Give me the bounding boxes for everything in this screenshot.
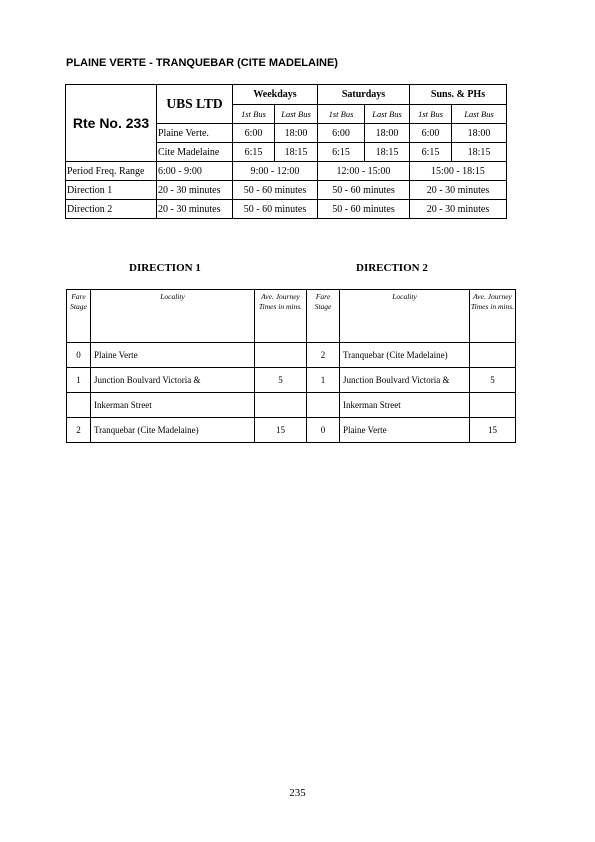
- period-saturdays: Saturdays: [318, 85, 410, 105]
- time-cell: 18:15: [275, 143, 318, 162]
- freq-value: 15:00 - 18:15: [410, 162, 507, 181]
- time-cell: 6:15: [318, 143, 365, 162]
- time-cell: 18:00: [452, 124, 507, 143]
- fare-row: [67, 393, 516, 418]
- stage-cell: [307, 393, 340, 418]
- fare-row: [67, 343, 516, 368]
- locality-cell: Tranquebar (Cite Madelaine): [340, 343, 470, 368]
- period-sundays: Suns. & PHs: [410, 85, 507, 105]
- locality-cell: Plaine Verte: [340, 418, 470, 443]
- freq-value: 20 - 30 minutes: [157, 200, 233, 219]
- direction-1-heading: DIRECTION 1: [129, 262, 201, 274]
- time-cell: [255, 343, 307, 368]
- time-cell: 6:15: [410, 143, 452, 162]
- fare-row: [67, 418, 516, 443]
- freq-value: 12:00 - 15:00: [318, 162, 410, 181]
- time-cell: [470, 393, 516, 418]
- time-cell: 5: [470, 368, 516, 393]
- freq-label: Direction 1: [66, 181, 157, 200]
- time-cell: [470, 343, 516, 368]
- stop-name: Cite Madelaine: [157, 143, 233, 162]
- stage-cell: 0: [307, 418, 340, 443]
- time-cell: 15: [470, 418, 516, 443]
- locality-header: Locality: [340, 290, 470, 343]
- freq-value: 50 - 60 minutes: [233, 200, 318, 219]
- operator-name: UBS LTD: [157, 85, 233, 124]
- stage-cell: 1: [307, 368, 340, 393]
- first-bus-label: 1st Bus: [233, 105, 275, 124]
- direction-2-heading: DIRECTION 2: [356, 262, 428, 274]
- time-cell: [255, 393, 307, 418]
- last-bus-label: Last Bus: [275, 105, 318, 124]
- stage-cell: 0: [67, 343, 91, 368]
- last-bus-label: Last Bus: [365, 105, 410, 124]
- page-number: 235: [289, 787, 306, 799]
- freq-label: Period Freq. Range: [66, 162, 157, 181]
- bus-timetable: [65, 84, 507, 219]
- freq-row: [66, 200, 507, 219]
- time-cell: 18:00: [275, 124, 318, 143]
- journey-time-header: Ave. Journey Times in mins.: [255, 290, 307, 343]
- time-cell: 18:00: [365, 124, 410, 143]
- freq-value: 6:00 - 9:00: [157, 162, 233, 181]
- freq-label: Direction 2: [66, 200, 157, 219]
- locality-cell: Tranquebar (Cite Madelaine): [91, 418, 255, 443]
- fare-stage-header: Fare Stage: [67, 290, 91, 343]
- stage-cell: 1: [67, 368, 91, 393]
- time-cell: 6:00: [233, 124, 275, 143]
- freq-value: 50 - 60 minutes: [318, 200, 410, 219]
- fare-stage-header: Fare Stage: [307, 290, 340, 343]
- freq-value: 50 - 60 minutes: [318, 181, 410, 200]
- freq-value: 20 - 30 minutes: [410, 200, 507, 219]
- time-cell: 15: [255, 418, 307, 443]
- route-number: Rte No. 233: [66, 85, 157, 162]
- time-cell: 18:15: [452, 143, 507, 162]
- time-cell: 6:00: [410, 124, 452, 143]
- period-weekdays: Weekdays: [233, 85, 318, 105]
- locality-cell: Plaine Verte: [91, 343, 255, 368]
- time-cell: 5: [255, 368, 307, 393]
- freq-row: [66, 162, 507, 181]
- first-bus-label: 1st Bus: [318, 105, 365, 124]
- fare-stage-table: [66, 289, 516, 443]
- locality-cell: Junction Boulvard Victoria &: [91, 368, 255, 393]
- freq-value: 50 - 60 minutes: [233, 181, 318, 200]
- locality-cell: Junction Boulvard Victoria &: [340, 368, 470, 393]
- last-bus-label: Last Bus: [452, 105, 507, 124]
- page-title: PLAINE VERTE - TRANQUEBAR (CITE MADELAINE): [66, 57, 338, 69]
- locality-cell: Inkerman Street: [340, 393, 470, 418]
- time-cell: 6:15: [233, 143, 275, 162]
- freq-value: 20 - 30 minutes: [410, 181, 507, 200]
- time-cell: 18:15: [365, 143, 410, 162]
- first-bus-label: 1st Bus: [410, 105, 452, 124]
- stop-name: Plaine Verte.: [157, 124, 233, 143]
- stage-cell: [67, 393, 91, 418]
- locality-header: Locality: [91, 290, 255, 343]
- stage-cell: 2: [307, 343, 340, 368]
- freq-value: 20 - 30 minutes: [157, 181, 233, 200]
- journey-time-header: Ave. Journey Times in mins.: [470, 290, 516, 343]
- locality-cell: Inkerman Street: [91, 393, 255, 418]
- freq-value: 9:00 - 12:00: [233, 162, 318, 181]
- time-cell: 6:00: [318, 124, 365, 143]
- stage-cell: 2: [67, 418, 91, 443]
- fare-row: [67, 368, 516, 393]
- freq-row: [66, 181, 507, 200]
